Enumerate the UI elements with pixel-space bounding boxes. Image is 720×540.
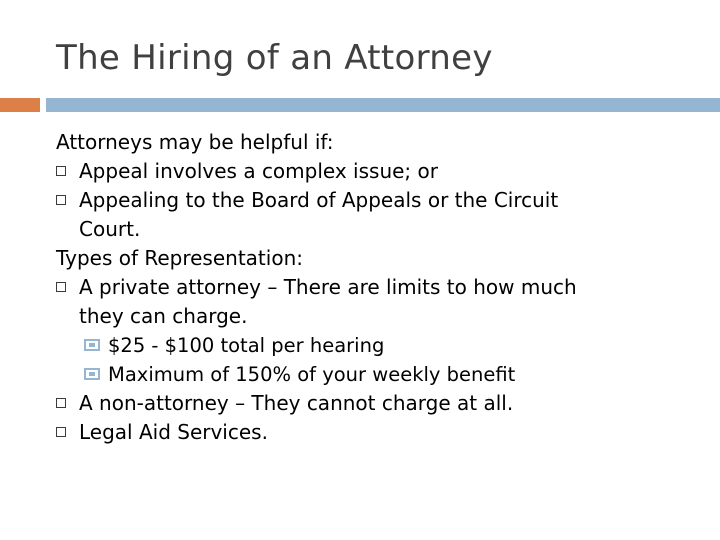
line-text: Attorneys may be helpful if: bbox=[56, 130, 334, 154]
line-text: they can charge. bbox=[79, 304, 248, 328]
line-text: $25 - $100 total per hearing bbox=[108, 334, 385, 357]
line-text: A non-attorney – They cannot charge at all. bbox=[79, 391, 514, 415]
line-text: Maximum of 150% of your weekly benefit bbox=[108, 363, 516, 386]
line-text: Legal Aid Services. bbox=[79, 420, 268, 444]
list-item-continuation bbox=[56, 302, 696, 331]
list-item bbox=[56, 186, 696, 215]
line-text: Appeal involves a complex issue; or bbox=[79, 159, 438, 183]
title-rule bbox=[46, 98, 720, 112]
square-bullet-icon bbox=[84, 339, 100, 351]
list-item bbox=[56, 157, 696, 186]
line-text: Types of Representation: bbox=[56, 246, 303, 270]
list-item bbox=[56, 418, 696, 447]
checkbox-icon bbox=[56, 282, 66, 292]
checkbox-icon bbox=[56, 195, 66, 205]
sub-list-item bbox=[56, 331, 696, 360]
line-text: Appealing to the Board of Appeals or the Circuit bbox=[79, 188, 559, 212]
accent-bar bbox=[0, 98, 40, 112]
list-item bbox=[56, 273, 696, 302]
square-bullet-icon bbox=[84, 368, 100, 380]
list-item-continuation bbox=[56, 215, 696, 244]
checkbox-icon bbox=[56, 166, 66, 176]
sub-list-item bbox=[56, 360, 696, 389]
checkbox-icon bbox=[56, 398, 66, 408]
line-text: Court. bbox=[79, 217, 141, 241]
list-item bbox=[56, 389, 696, 418]
section-heading-types bbox=[56, 244, 696, 273]
checkbox-icon bbox=[56, 427, 66, 437]
slide-title: The Hiring of an Attorney bbox=[56, 38, 493, 78]
line-text: A private attorney – There are limits to how much bbox=[79, 275, 577, 299]
slide-body bbox=[56, 128, 696, 447]
section-heading-helpful bbox=[56, 128, 696, 157]
